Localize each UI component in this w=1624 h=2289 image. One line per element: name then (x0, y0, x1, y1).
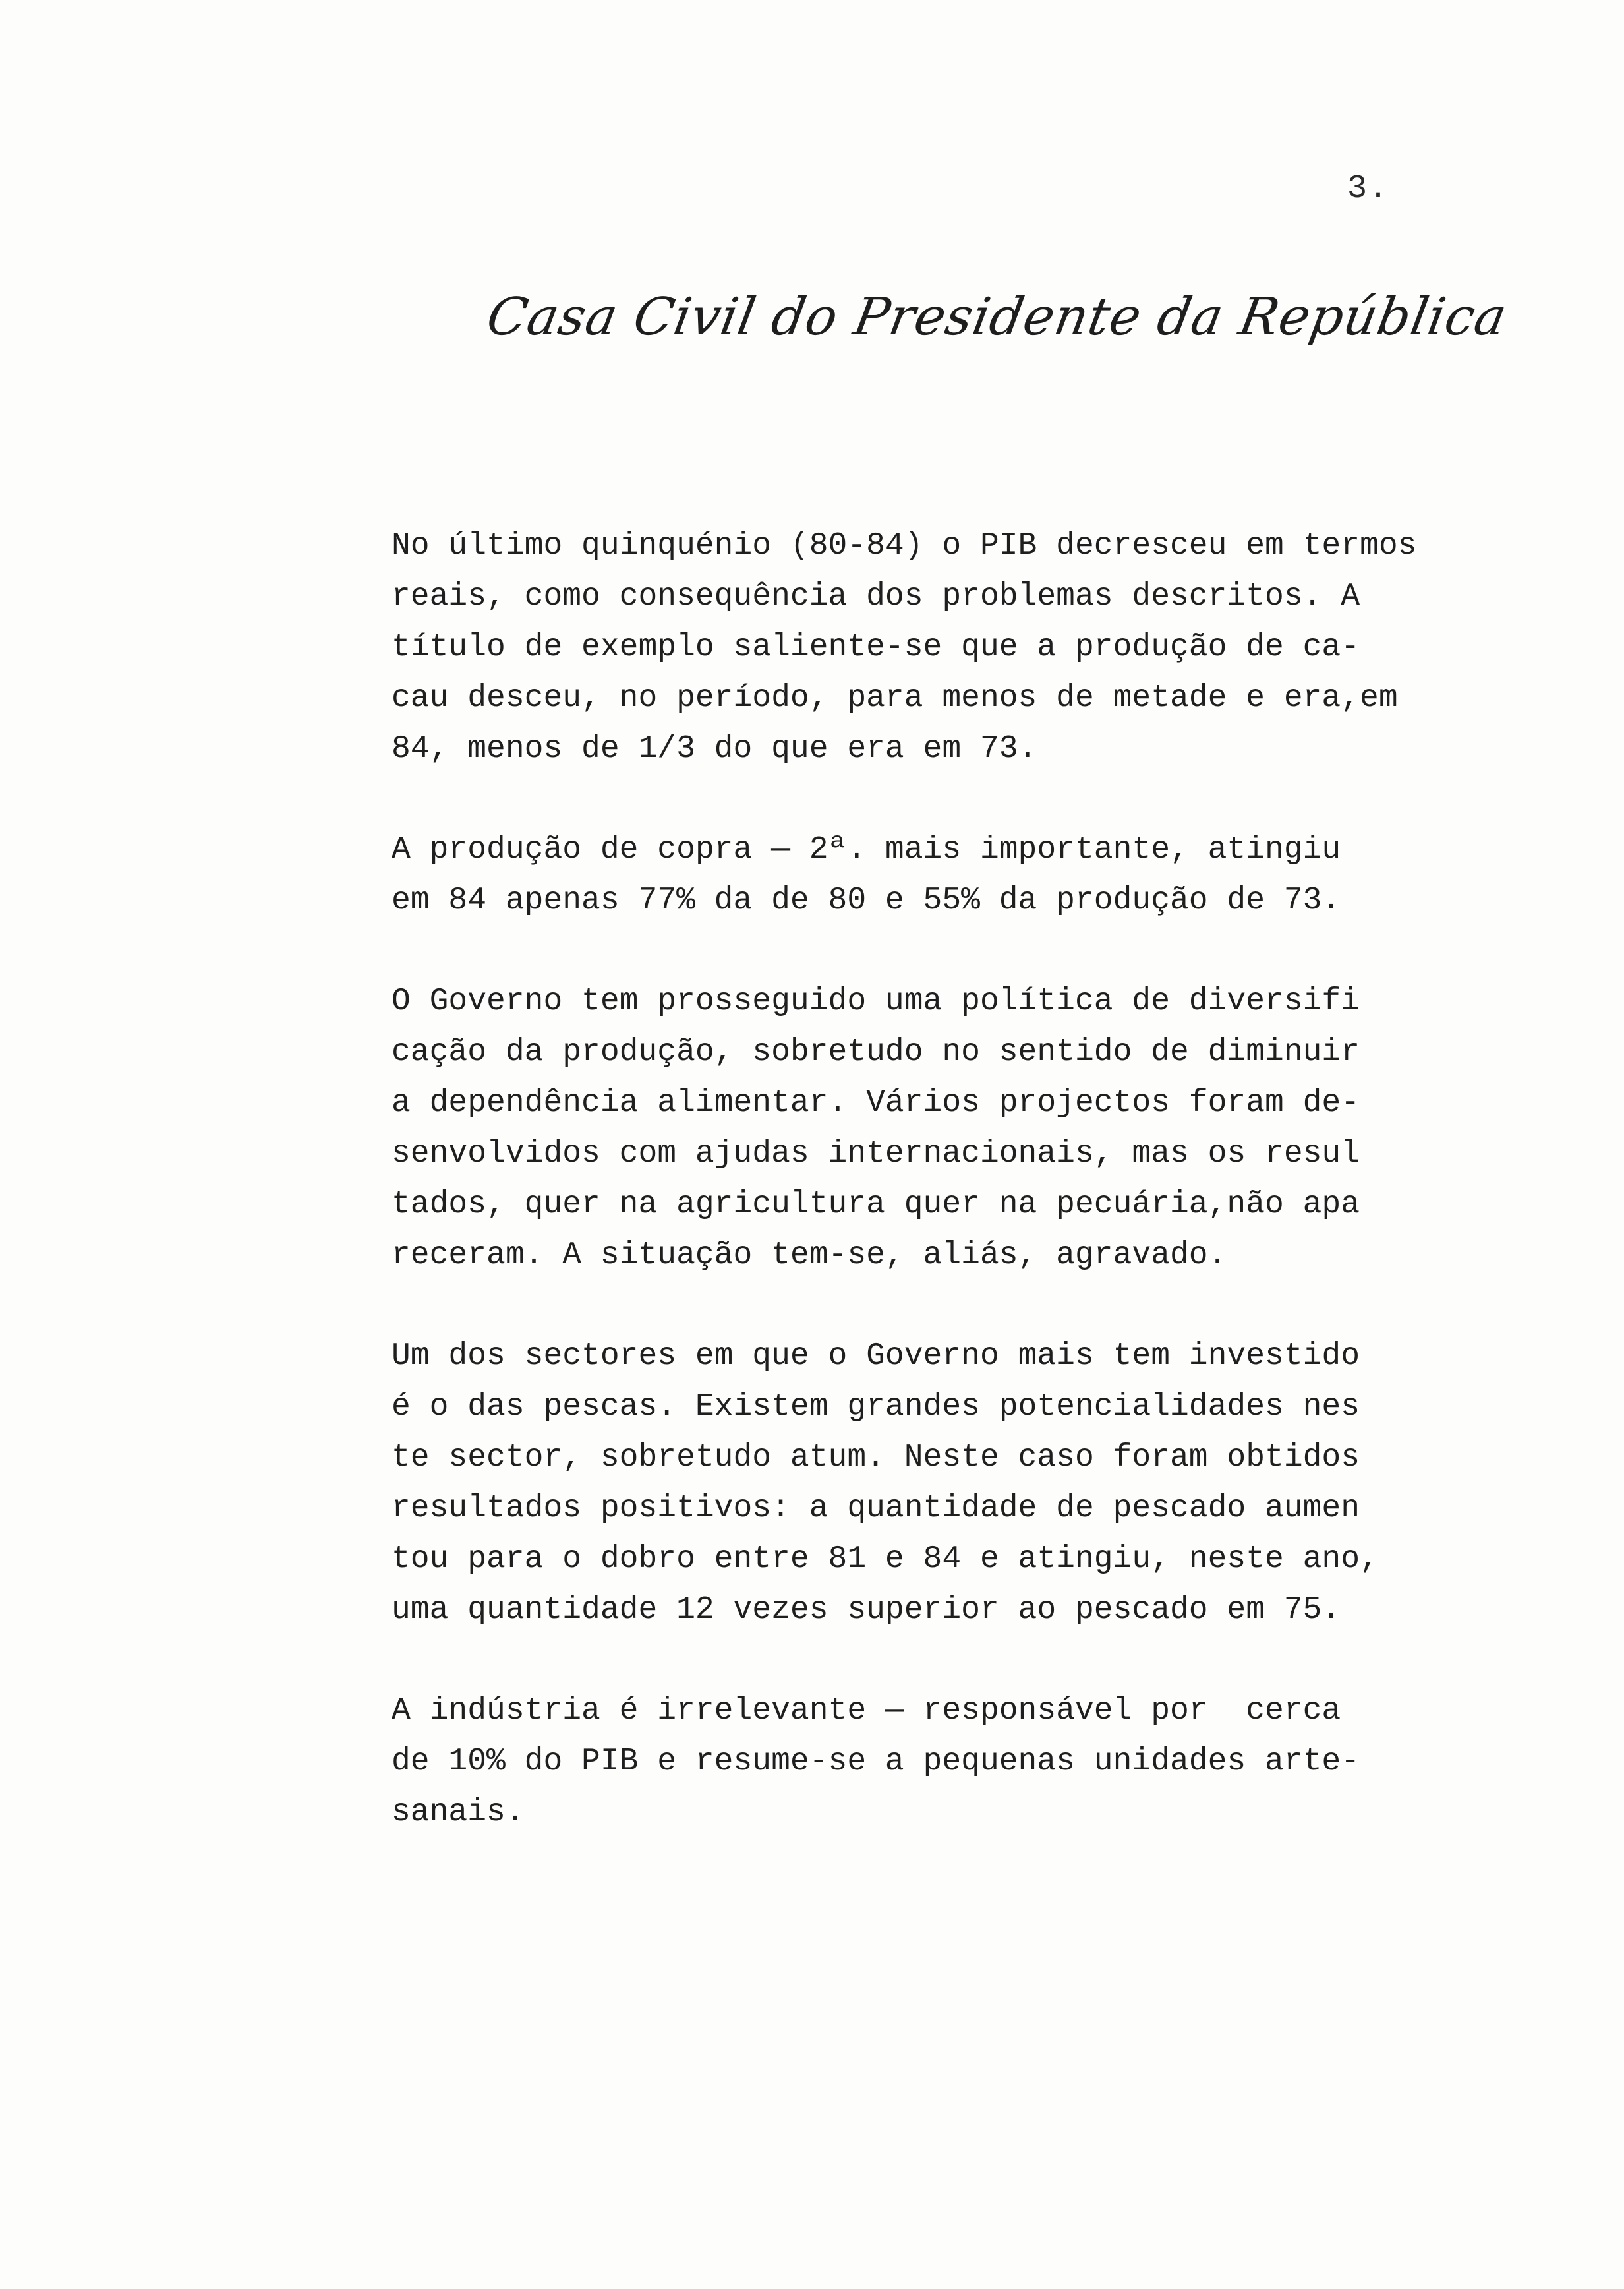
text-line: é o das pescas. Existem grandes potencialidades nes (392, 1389, 1360, 1425)
page-number: 3. (1347, 170, 1390, 208)
text-line: Um dos sectores em que o Governo mais tem investido (392, 1338, 1360, 1374)
document-body (392, 521, 1420, 1888)
text-line: tou para o dobro entre 81 e 84 e atingiu, neste ano, (392, 1541, 1379, 1577)
text-line: resultados positivos: a quantidade de pescado aumen (392, 1491, 1360, 1526)
text-line: cau desceu, no período, para menos de metade e era,em (392, 680, 1398, 716)
text-line: em 84 apenas 77% da de 80 e 55% da produção de 73. (392, 883, 1341, 918)
paragraph (392, 1331, 1420, 1636)
paragraph (392, 976, 1420, 1281)
letterhead: Casa Civil do Presidente da República (482, 287, 1512, 347)
text-line: O Governo tem prosseguido uma política de diversifi (392, 984, 1360, 1019)
text-line: No último quinquénio (80-84) o PIB decresceu em termos (392, 528, 1417, 564)
text-line: a dependência alimentar. Vários projectos foram de- (392, 1085, 1360, 1121)
text-line: cação da produção, sobretudo no sentido de diminuir (392, 1034, 1360, 1070)
paragraph (392, 521, 1420, 775)
text-line: reais, como consequência dos problemas descritos. A (392, 579, 1360, 614)
text-line: de 10% do PIB e resume-se a pequenas unidades arte- (392, 1744, 1360, 1779)
text-line: senvolvidos com ajudas internacionais, mas os resul (392, 1136, 1360, 1172)
text-line: sanais. (392, 1795, 525, 1830)
text-line: te sector, sobretudo atum. Neste caso foram obtidos (392, 1440, 1360, 1475)
text-line: título de exemplo saliente-se que a produção de ca- (392, 630, 1360, 665)
paragraph (392, 1686, 1420, 1838)
text-line: A indústria é irrelevante — responsável por cerca (392, 1693, 1341, 1729)
paragraph (392, 825, 1420, 926)
text-line: uma quantidade 12 vezes superior ao pescado em 75. (392, 1592, 1341, 1628)
text-line: 84, menos de 1/3 do que era em 73. (392, 731, 1037, 767)
text-line: A produção de copra — 2ª. mais importante, atingiu (392, 832, 1341, 868)
text-line: receram. A situação tem-se, aliás, agravado. (392, 1237, 1227, 1273)
text-line: tados, quer na agricultura quer na pecuária,não apa (392, 1187, 1360, 1222)
